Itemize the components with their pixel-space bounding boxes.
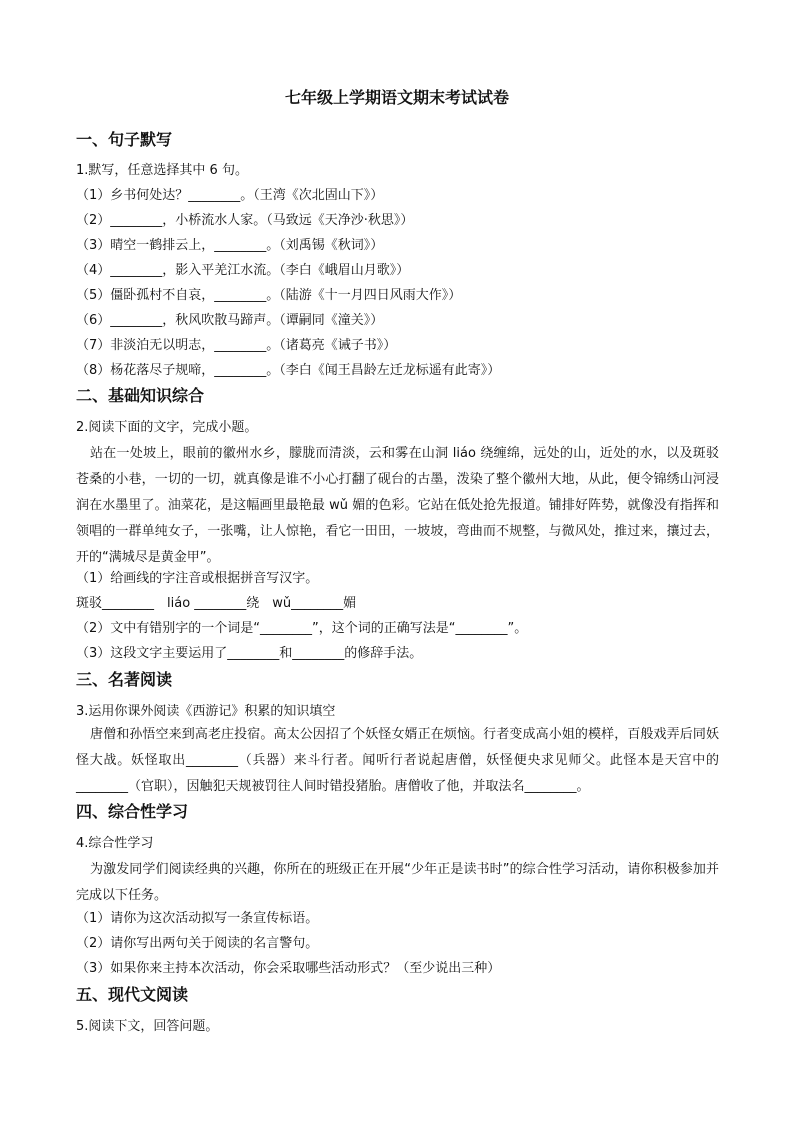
question-1-item: （4）________，影入平羌江水流。（李白《峨眉山月歌》） (76, 263, 410, 278)
section-heading-2: 二、基础知识综合 (76, 386, 205, 405)
question-1-item: （5）僵卧孤村不自哀，________。（陆游《十一月四日风雨大作》） (76, 288, 462, 303)
question-1-item: （2）________，小桥流水人家。（马致远《天净沙·秋思》） (76, 213, 414, 228)
page-title: 七年级上学期语文期末考试试卷 (284, 88, 509, 107)
question-2-sub-3: （3）这段文字主要运用了________和________的修辞手法。 (76, 646, 423, 661)
question-2-stem: 2.阅读下面的文字，完成小题。 (76, 420, 258, 435)
question-1-item: （8）杨花落尽子规啼，________。（李白《闻王昌龄左迁龙标遥有此寄》） (76, 363, 501, 378)
question-2-passage: 站在一处坡上，眼前的徽州水乡，朦胧而清淡，云和雾在山洞 liáo 绕缠绵，远处的山，近处的水，以及斑驳苍桑的小巷，一切的一切，就真像是谁不小心打翻了砚台的古墨，泼染了整个徽州大地，从此，便令锦绣山河浸润在水墨里了。油菜花，是这幅画里最艳最 wǔ 媚的色彩。它站在低处抢先报道。铺排好阵势，就像没有指挥和领唱的一群单纯女子，一张嘴，让人惊艳，看它一田田，一坡坡，弯曲而不规整，与微风处，推过来，攘过去，开的“满城尽是黄金甲”。 (76, 446, 719, 565)
question-1-item: （7）非淡泊无以明志，________。（诸葛亮《诫子书》） (76, 338, 397, 353)
question-4-sub-3: （3）如果你来主持本次活动，你会采取哪些活动形式？（至少说出三种） (76, 961, 501, 976)
section-heading-3: 三、名著阅读 (76, 670, 173, 689)
question-2-sub-2: （2）文中有错别字的一个词是“________”，这个词的正确写法是“________”。 (76, 621, 528, 636)
question-1-item: （6）________，秋风吹散马蹄声。（谭嗣同《潼关》） (76, 313, 384, 328)
question-2-pinyin-line: 斑驳________ liáo ________绕 wǔ________媚 (76, 596, 357, 611)
question-3-stem: 3.运用你课外阅读《西游记》积累的知识填空 (76, 704, 336, 719)
section-heading-5: 五、现代文阅读 (76, 985, 189, 1004)
question-4-stem: 4.综合性学习 (76, 836, 154, 851)
question-1-stem: 1.默写，任意选择其中 6 句。 (76, 163, 248, 178)
question-3-passage: 唐僧和孙悟空来到高老庄投宿。高太公因招了个妖怪女婿正在烦恼。行者变成高小姐的模样，百般戏弄后同妖怪大战。妖怪取出________（兵器）来斗行者。闻听行者说起唐僧，妖怪便央求见师父。此怪本是天宫中的________（官职），因触犯天规被罚往人间时错投猪胎。唐僧收了他，并取法名________。 (76, 727, 719, 794)
question-4-passage: 为激发同学们阅读经典的兴趣，你所在的班级正在开展“少年正是读书时”的综合性学习活动，请你积极参加并完成以下任务。 (76, 862, 719, 903)
section-heading-4: 四、综合性学习 (76, 802, 189, 821)
question-4-sub-1: （1）请你为这次活动拟写一条宣传标语。 (76, 911, 319, 926)
question-1-item: （3）晴空一鹤排云上，________。（刘禹锡《秋词》） (76, 238, 384, 253)
question-4-sub-2: （2）请你写出两句关于阅读的名言警句。 (76, 936, 319, 951)
question-1-item: （1）乡书何处达？________。（王湾《次北固山下》） (76, 188, 384, 203)
question-2-sub-1: （1）给画线的字注音或根据拼音写汉字。 (76, 571, 319, 586)
section-heading-1: 一、句子默写 (76, 130, 173, 149)
question-5-stem: 5.阅读下文，回答问题。 (76, 1019, 219, 1034)
